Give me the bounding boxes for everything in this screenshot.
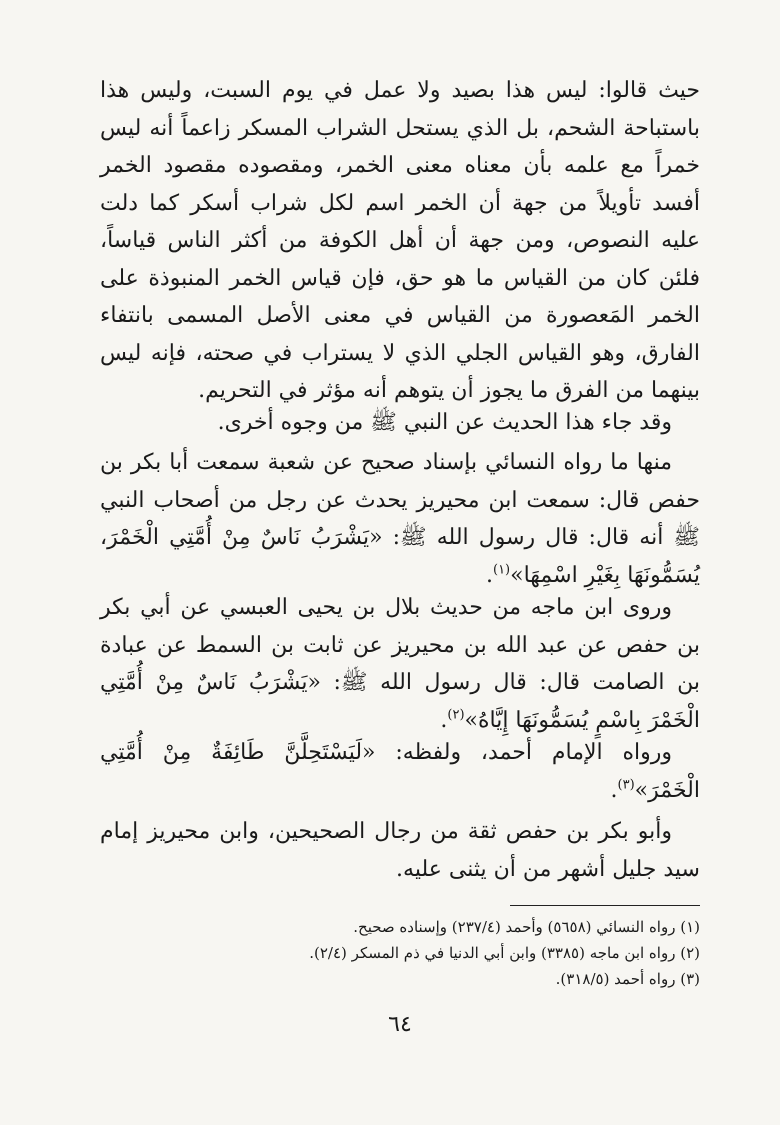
paragraph-other-routes [100, 404, 700, 442]
paragraph-text: وأبو بكر بن حفص ثقة من رجال الصحيحين، وابن محيريز إمام سيد جليل أشهر من أن يثنى عليه. [100, 819, 700, 882]
paragraph-ahmad-narration [100, 734, 700, 809]
page-number: ٦٤ [388, 1012, 412, 1037]
sentence-end: . [485, 562, 493, 588]
footnote-divider [510, 905, 700, 906]
footnotes [100, 914, 700, 992]
paragraph-text: حيث قالوا: ليس هذا بصيد ولا عمل في يوم السبت، وليس هذا باستباحة الشحم، بل الذي يستحل الشراب المسكر زاعماً أنه ليس خمراً مع علمه بأن معناه معنى الخمر، ومقصوده مقصود الخمر أفسد تأويلاً من جهة أن الخمر اسم لكل شراب أسكر كما دلت عليه النصوص، ومن جهة أن أهل الكوفة من أكثر الناس قياساً، فلئن كان من القياس ما هو حق، فإن قياس الخمر المنبوذة على الخمر المَعصورة من القياس في معنى الأصل المسمى بانتفاء الفارق، وهو القياس الجلي الذي لا يستراب في صحته، فإنه ليس بينهما من الفرق ما يجوز أن يتوهم أنه مؤثر في التحريم. [100, 78, 700, 403]
book-page [100, 0, 700, 1125]
footnote-item: (٣) رواه أحمد (٣١٨/٥). [555, 970, 700, 988]
footnote-item: (٢) رواه ابن ماجه (٣٣٨٥) وابن أبي الدنيا في ذم المسكر (٢/٤). [309, 944, 700, 962]
paragraph-text: منها ما رواه النسائي بإسناد صحيح عن شعبة سمعت أبا بكر بن حفص قال: سمعت ابن محيريز يحدث عن رجل من أصحاب النبي ﷺ أنه قال: قال رسول الله ﷺ: «يَشْرَبُ نَاسٌ مِنْ أُمَّتِي الْخَمْرَ، يُسَمُّونَهَا بِغَيْرِ اسْمِهَا» [100, 450, 700, 588]
sentence-end: . [610, 777, 618, 803]
footnote-ref-2[interactable]: (٢) [447, 707, 465, 723]
paragraph-nasai-narration [100, 444, 700, 594]
sentence-end: . [440, 707, 448, 733]
paragraph-ibn-majah-narration [100, 589, 700, 739]
paragraph-analogy [100, 72, 700, 410]
paragraph-text: ورواه الإمام أحمد، ولفظه: «لَيَسْتَحِلَّنَّ طَائِفَةٌ مِنْ أُمَّتِي الْخَمْرَ» [100, 740, 700, 803]
paragraph-text: وروى ابن ماجه من حديث بلال بن يحيى العبسي عن أبي بكر بن حفص عن عبد الله بن محيريز عن ثابت بن السمط عن عبادة بن الصامت قال: قال رسول الله ﷺ: «يَشْرَبُ نَاسٌ مِنْ أُمَّتِي الْخَمْرَ بِاسْمٍ يُسَمُّونَهَا إِيَّاهُ» [100, 595, 700, 733]
footnote-ref-1[interactable]: (١) [492, 562, 511, 578]
footnote-ref-3[interactable]: (٣) [617, 777, 635, 793]
paragraph-text: وقد جاء هذا الحديث عن النبي ﷺ من وجوه أخرى. [217, 410, 672, 435]
footnote-item: (١) رواه النسائي (٥٦٥٨) وأحمد (٢٣٧/٤) وإسناده صحيح. [353, 918, 700, 936]
paragraph-narrator-grading [100, 813, 700, 888]
